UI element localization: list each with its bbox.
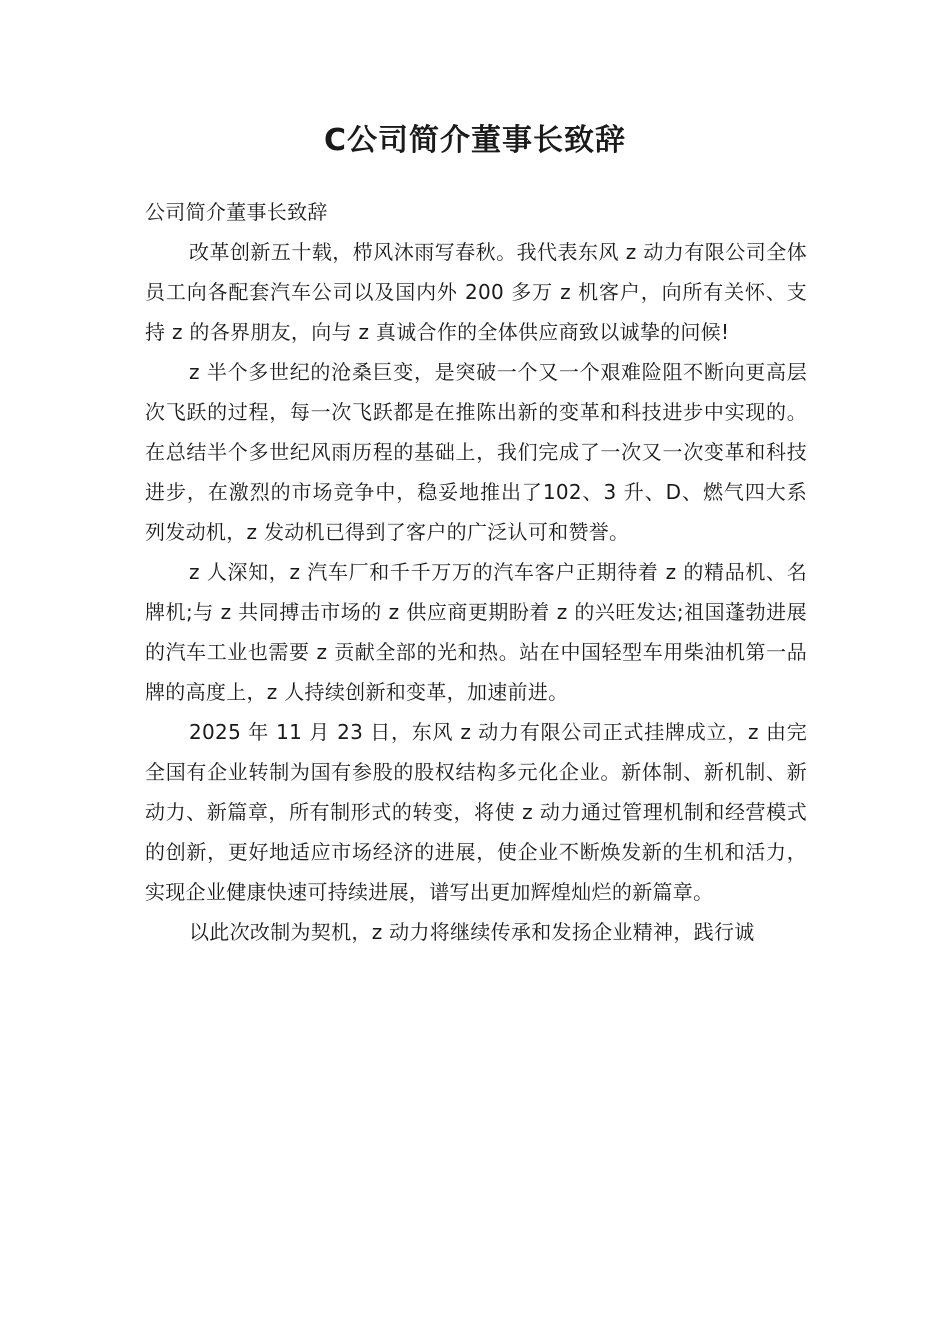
document-body: [145, 192, 807, 952]
body-paragraph: 2025 年 11 月 23 日，东风 z 动力有限公司正式挂牌成立，z 由完全国有企业转制为国有参股的股权结构多元化企业。新体制、新机制、新动力、新篇章，所有制形式的转变，将使 z 动力通过管理机制和经营模式的创新，更好地适应市场经济的进展，使企业不断焕发新的生机和活力，实现企业健康快速可持续进展，谱写出更加辉煌灿烂的新篇章。: [145, 720, 807, 904]
body-paragraph: 以此次改制为契机，z 动力将继续传承和发扬企业精神，践行诚: [189, 920, 755, 944]
body-paragraph: 改革创新五十载，栉风沐雨写春秋。我代表东风 z 动力有限公司全体员工向各配套汽车公司以及国内外 200 多万 z 机客户，向所有关怀、支持 z 的各界朋友，向与 z 真诚合作的全体供应商致以诚挚的问候!: [145, 240, 807, 344]
document-title: C公司简介董事长致辞: [323, 123, 627, 158]
body-paragraph: z 半个多世纪的沧桑巨变，是突破一个又一个艰难险阻不断向更高层次飞跃的过程，每一次飞跃都是在推陈出新的变革和科技进步中实现的。在总结半个多世纪风雨历程的基础上，我们完成了一次又一次变革和科技进步，在激烈的市场竞争中，稳妥地推出了102、3 升、D、燃气四大系列发动机，z 发动机已得到了客户的广泛认可和赞誉。: [145, 360, 807, 544]
document-subtitle: 公司简介董事长致辞: [145, 200, 328, 224]
body-paragraph: z 人深知，z 汽车厂和千千万万的汽车客户正期待着 z 的精品机、名牌机;与 z 共同搏击市场的 z 供应商更期盼着 z 的兴旺发达;祖国蓬勃进展的汽车工业也需要 z 贡献全部的光和热。站在中国轻型车用柴油机第一品牌的高度上，z 人持续创新和变革，加速前进。: [145, 560, 807, 704]
